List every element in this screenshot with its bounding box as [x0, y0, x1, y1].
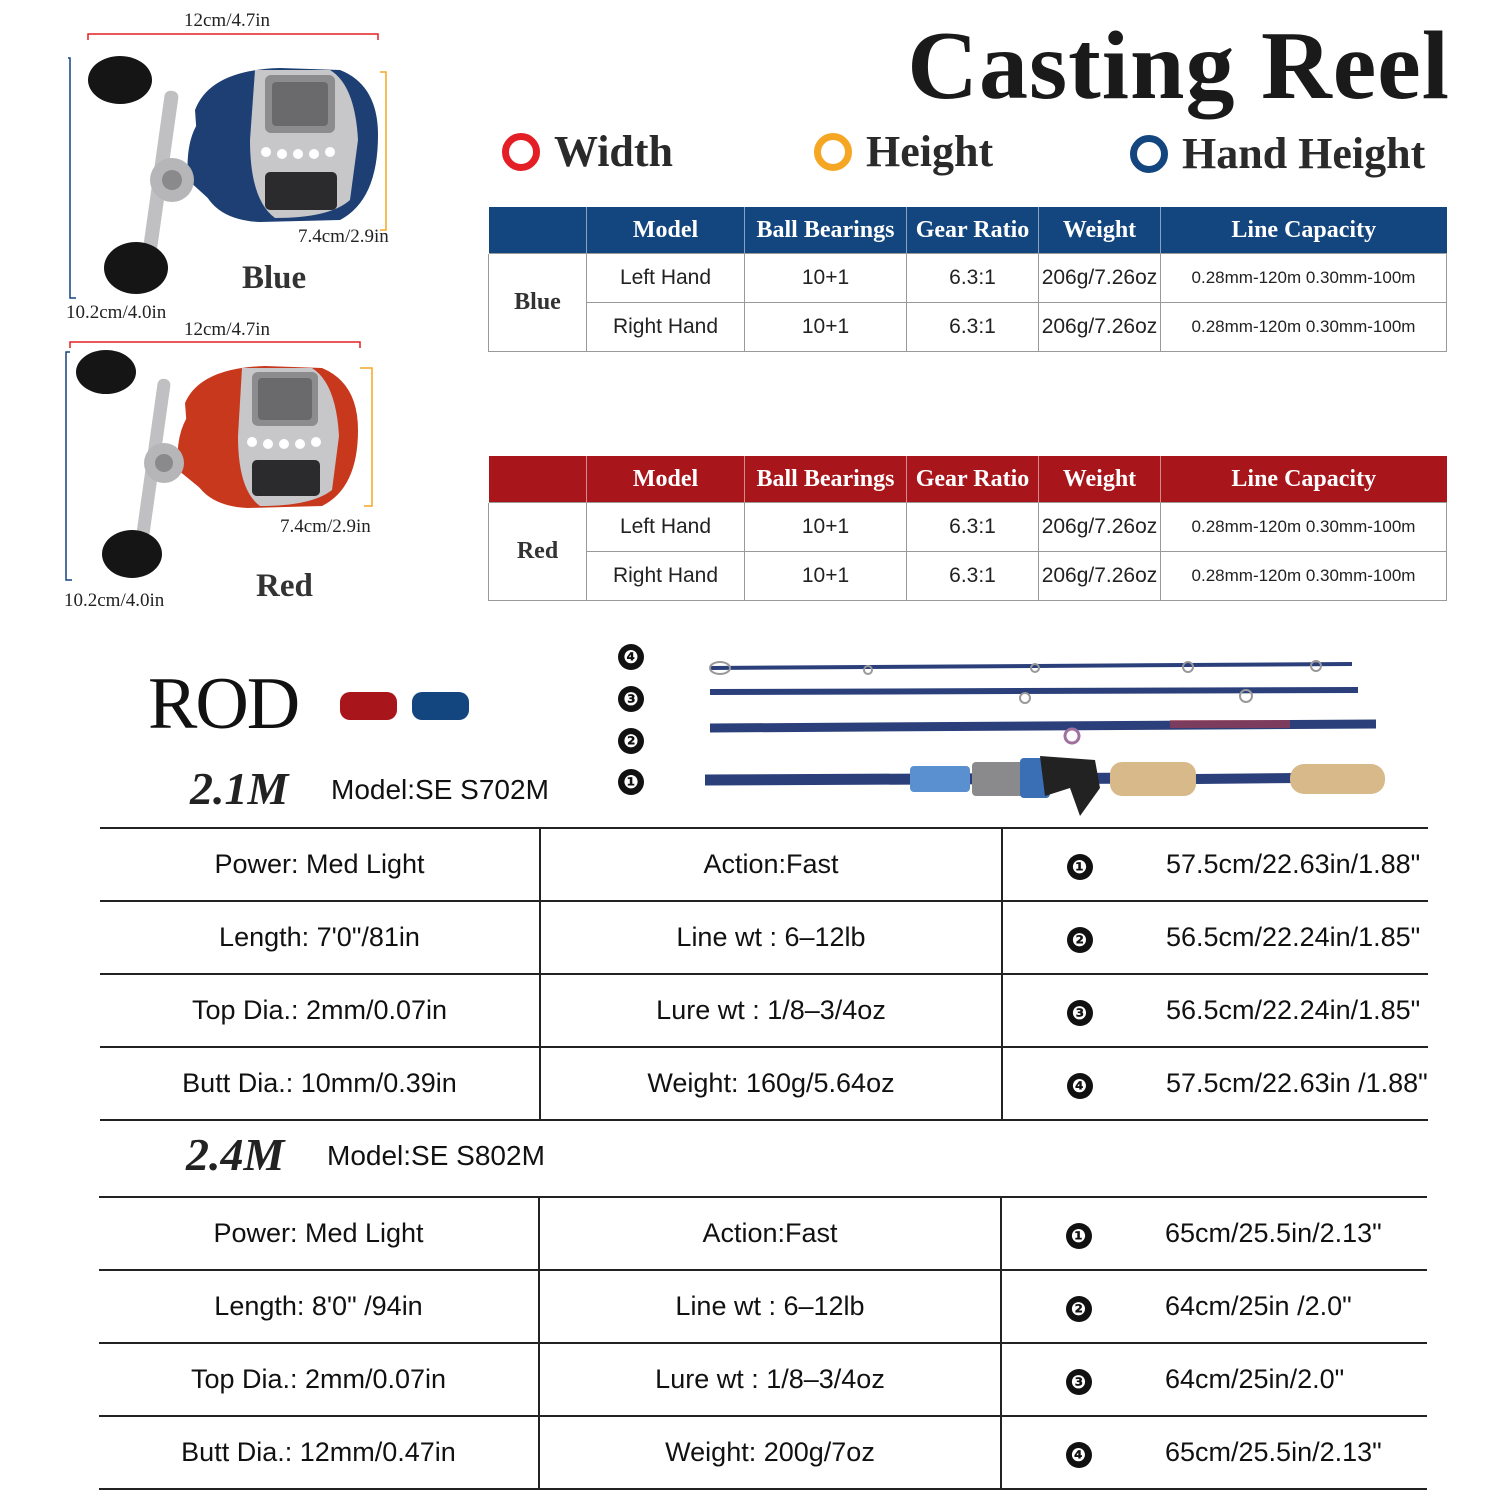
model-cell: Left Hand: [587, 503, 745, 552]
header-blank: [489, 207, 587, 254]
top-dia-cell: Top Dia.: 2mm/0.07in: [99, 1343, 539, 1416]
length-cell: Length: 8'0" /94in: [99, 1270, 539, 1343]
section-length-cell: 65cm/25.5in/2.13": [1155, 1416, 1427, 1489]
section-number: ❷: [1066, 1296, 1092, 1322]
blue-reel-label: Blue: [242, 260, 307, 296]
red-table-header: [489, 456, 1447, 503]
header-ball-bearings: Ball Bearings: [745, 456, 907, 503]
weight-cell: 206g/7.26oz: [1039, 254, 1161, 303]
legend-hand-height-label: Hand Height: [1182, 129, 1426, 178]
red-color-swatch: [340, 692, 397, 720]
header-weight: Weight: [1039, 456, 1161, 503]
rod-24-length: 2.4M: [186, 1129, 285, 1180]
capacity-cell: 0.28mm-120m 0.30mm-100m: [1161, 303, 1447, 352]
table-row: [489, 303, 1447, 352]
ratio-cell: 6.3:1: [907, 303, 1039, 352]
bearings-cell: 10+1: [745, 254, 907, 303]
header-weight: Weight: [1039, 207, 1161, 254]
page-title: Casting Reel: [907, 12, 1450, 120]
table-row: [99, 1270, 1427, 1343]
blue-reel-image: [60, 30, 400, 310]
red-hand-height-dim: 10.2cm/4.0in: [64, 590, 165, 611]
red-ring-icon: [502, 133, 540, 171]
section-length-cell: 64cm/25in/2.0": [1155, 1343, 1427, 1416]
action-cell: Action:Fast: [539, 1197, 1001, 1270]
variant-label: Red: [489, 503, 587, 601]
action-cell: Action:Fast: [540, 828, 1002, 901]
header-gear-ratio: Gear Ratio: [907, 207, 1039, 254]
lure-wt-cell: Lure wt : 1/8–3/4oz: [539, 1343, 1001, 1416]
model-cell: Left Hand: [587, 254, 745, 303]
blue-height-dim: 7.4cm/2.9in: [298, 226, 389, 247]
table-row: [99, 1343, 1427, 1416]
header-model: Model: [587, 207, 745, 254]
section-number: ❶: [1066, 1223, 1092, 1249]
table-row: [100, 1047, 1428, 1120]
weight-cell: Weight: 200g/7oz: [539, 1416, 1001, 1489]
rod-24-model: Model:SE S802M: [327, 1140, 545, 1171]
section-1-marker: ❶: [618, 769, 644, 795]
rod-title: ROD: [148, 663, 299, 745]
legend-width-label: Width: [554, 127, 674, 176]
section-length-cell: 65cm/25.5in/2.13": [1155, 1197, 1427, 1270]
bearings-cell: 10+1: [745, 552, 907, 601]
weight-cell: 206g/7.26oz: [1039, 552, 1161, 601]
section-3-marker: ❸: [618, 686, 644, 712]
section-4-marker: ❹: [618, 644, 644, 670]
red-width-dim: 12cm/4.7in: [184, 319, 271, 340]
legend-hand-height: [1130, 128, 1425, 179]
weight-cell: 206g/7.26oz: [1039, 303, 1161, 352]
red-reel-label: Red: [256, 568, 313, 604]
table-row: [489, 254, 1447, 303]
table-row: [489, 552, 1447, 601]
power-cell: Power: Med Light: [100, 828, 540, 901]
section-number: ❸: [1067, 1000, 1093, 1026]
header-gear-ratio: Gear Ratio: [907, 456, 1039, 503]
section-number: ❹: [1066, 1442, 1092, 1468]
section-number: ❹: [1067, 1073, 1093, 1099]
bearings-cell: 10+1: [745, 503, 907, 552]
rod-21-spec-table: [100, 827, 1428, 1121]
header-line-capacity: Line Capacity: [1161, 207, 1447, 254]
bearings-cell: 10+1: [745, 303, 907, 352]
red-reel-image: [60, 338, 380, 588]
table-row: [489, 503, 1447, 552]
section-number: ❶: [1067, 854, 1093, 880]
model-cell: Right Hand: [587, 303, 745, 352]
section-length-cell: 57.5cm/22.63in/1.88": [1156, 828, 1428, 901]
legend-height: [814, 126, 993, 177]
rod-21-length: 2.1M: [190, 763, 289, 814]
rod-24-spec-table: [99, 1196, 1427, 1490]
capacity-cell: 0.28mm-120m 0.30mm-100m: [1161, 503, 1447, 552]
ratio-cell: 6.3:1: [907, 552, 1039, 601]
table-row: [100, 901, 1428, 974]
ratio-cell: 6.3:1: [907, 254, 1039, 303]
lure-wt-cell: Lure wt : 1/8–3/4oz: [540, 974, 1002, 1047]
section-length-cell: 64cm/25in /2.0": [1155, 1270, 1427, 1343]
ratio-cell: 6.3:1: [907, 503, 1039, 552]
blue-color-swatch: [412, 692, 469, 720]
red-spec-table: [488, 456, 1447, 601]
section-number: ❷: [1067, 927, 1093, 953]
section-length-cell: 56.5cm/22.24in/1.85": [1156, 901, 1428, 974]
table-row: [99, 1416, 1427, 1489]
table-row: [100, 974, 1428, 1047]
section-length-cell: 57.5cm/22.63in /1.88": [1156, 1047, 1428, 1120]
header-ball-bearings: Ball Bearings: [745, 207, 907, 254]
butt-dia-cell: Butt Dia.: 10mm/0.39in: [100, 1047, 540, 1120]
capacity-cell: 0.28mm-120m 0.30mm-100m: [1161, 254, 1447, 303]
length-cell: Length: 7'0"/81in: [100, 901, 540, 974]
power-cell: Power: Med Light: [99, 1197, 539, 1270]
blue-width-dim: 12cm/4.7in: [184, 10, 271, 31]
legend-width: [502, 126, 673, 177]
line-wt-cell: Line wt : 6–12lb: [539, 1270, 1001, 1343]
legend-height-label: Height: [866, 127, 994, 176]
section-number: ❸: [1066, 1369, 1092, 1395]
model-cell: Right Hand: [587, 552, 745, 601]
weight-cell: 206g/7.26oz: [1039, 503, 1161, 552]
section-length-cell: 56.5cm/22.24in/1.85": [1156, 974, 1428, 1047]
variant-label: Blue: [489, 254, 587, 352]
rod-sections-image: [700, 648, 1400, 828]
section-2-marker: ❷: [618, 728, 644, 754]
line-wt-cell: Line wt : 6–12lb: [540, 901, 1002, 974]
blue-table-header: [489, 207, 1447, 254]
red-height-dim: 7.4cm/2.9in: [280, 516, 371, 537]
weight-cell: Weight: 160g/5.64oz: [540, 1047, 1002, 1120]
capacity-cell: 0.28mm-120m 0.30mm-100m: [1161, 552, 1447, 601]
table-row: [100, 828, 1428, 901]
table-row: [99, 1197, 1427, 1270]
blue-hand-height-dim: 10.2cm/4.0in: [66, 302, 167, 323]
rod-21-model: Model:SE S702M: [331, 774, 549, 805]
header-model: Model: [587, 456, 745, 503]
header-line-capacity: Line Capacity: [1161, 456, 1447, 503]
blue-spec-table: [488, 207, 1447, 352]
blue-ring-icon: [1130, 135, 1168, 173]
butt-dia-cell: Butt Dia.: 12mm/0.47in: [99, 1416, 539, 1489]
orange-ring-icon: [814, 133, 852, 171]
header-blank: [489, 456, 587, 503]
top-dia-cell: Top Dia.: 2mm/0.07in: [100, 974, 540, 1047]
